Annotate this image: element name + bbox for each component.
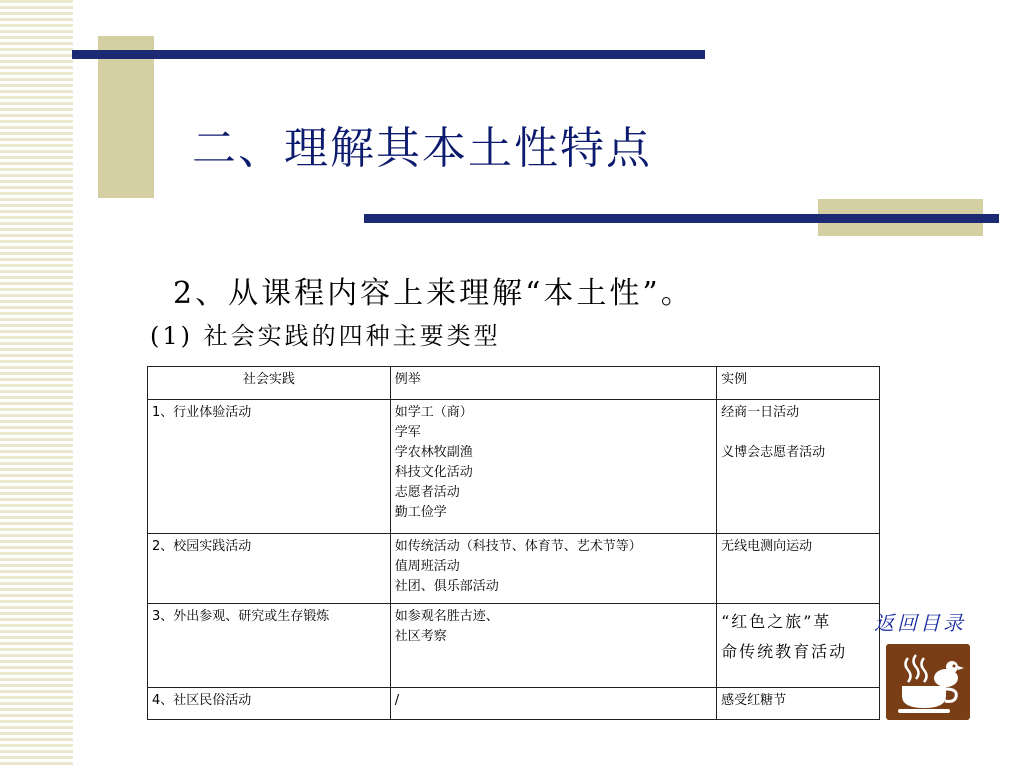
example-item: 如参观名胜古迹、 — [394, 609, 499, 624]
row3-examples — [390, 604, 716, 688]
example-item: 学农林牧副渔 — [394, 445, 473, 460]
row1-instances — [717, 400, 880, 534]
table-row — [148, 604, 880, 688]
row2-practice: 2、校园实践活动 — [148, 534, 391, 604]
row4-instances — [717, 688, 880, 720]
header-practice: 社会实践 — [148, 367, 391, 400]
instance-item: “红色之旅”革 — [721, 612, 832, 631]
row3-instances — [717, 604, 880, 688]
example-item: 勤工俭学 — [394, 505, 447, 520]
instance-item: 命传统教育活动 — [721, 642, 848, 661]
row2-examples — [390, 534, 716, 604]
coffee-cup-bird-icon — [886, 644, 970, 720]
instance-item: 经商一日活动 — [721, 405, 800, 420]
decorative-navy-bar-top — [72, 50, 705, 59]
row4-practice: 4、社区民俗活动 — [148, 688, 391, 720]
example-item: 科技文化活动 — [394, 465, 473, 480]
table-header-row — [148, 367, 880, 400]
row1-practice: 1、行业体验活动 — [148, 400, 391, 534]
row3-practice: 3、外出参观、研究或生存锻炼 — [148, 604, 391, 688]
social-practice-table — [147, 366, 880, 720]
instance-item: 感受红糖节 — [721, 693, 787, 708]
slide-title: 二、理解其本土性特点 — [192, 123, 652, 174]
practice-table — [147, 366, 880, 720]
row1-examples — [390, 400, 716, 534]
table-row — [148, 688, 880, 720]
row2-instances — [717, 534, 880, 604]
header-examples: 例举 — [390, 367, 716, 400]
return-to-contents-link[interactable]: 返回目录 — [874, 611, 966, 635]
example-item: 如学工（商） — [394, 405, 473, 420]
decorative-striped-margin — [0, 0, 73, 768]
row4-examples — [390, 688, 716, 720]
table-row — [148, 534, 880, 604]
table-row — [148, 400, 880, 534]
instance-item: 义博会志愿者活动 — [721, 445, 826, 460]
decorative-tan-block-left — [98, 36, 154, 198]
slide-subpoint: (1) 社会实践的四种主要类型 — [150, 322, 501, 350]
instance-item: 无线电测向运动 — [721, 539, 813, 554]
example-item: / — [394, 693, 400, 708]
return-cup-button[interactable] — [886, 644, 970, 720]
example-item: 值周班活动 — [394, 559, 460, 574]
header-instances: 实例 — [717, 367, 880, 400]
example-item: 社团、俱乐部活动 — [394, 579, 499, 594]
example-item: 如传统活动（科技节、体育节、艺术节等） — [394, 539, 642, 554]
example-item: 志愿者活动 — [394, 485, 460, 500]
slide-subtitle: 2、从课程内容上来理解“本土性”。 — [173, 276, 694, 311]
example-item: 学军 — [394, 425, 421, 440]
example-item: 社区考察 — [394, 629, 447, 644]
decorative-navy-bar-bottom — [364, 214, 999, 223]
